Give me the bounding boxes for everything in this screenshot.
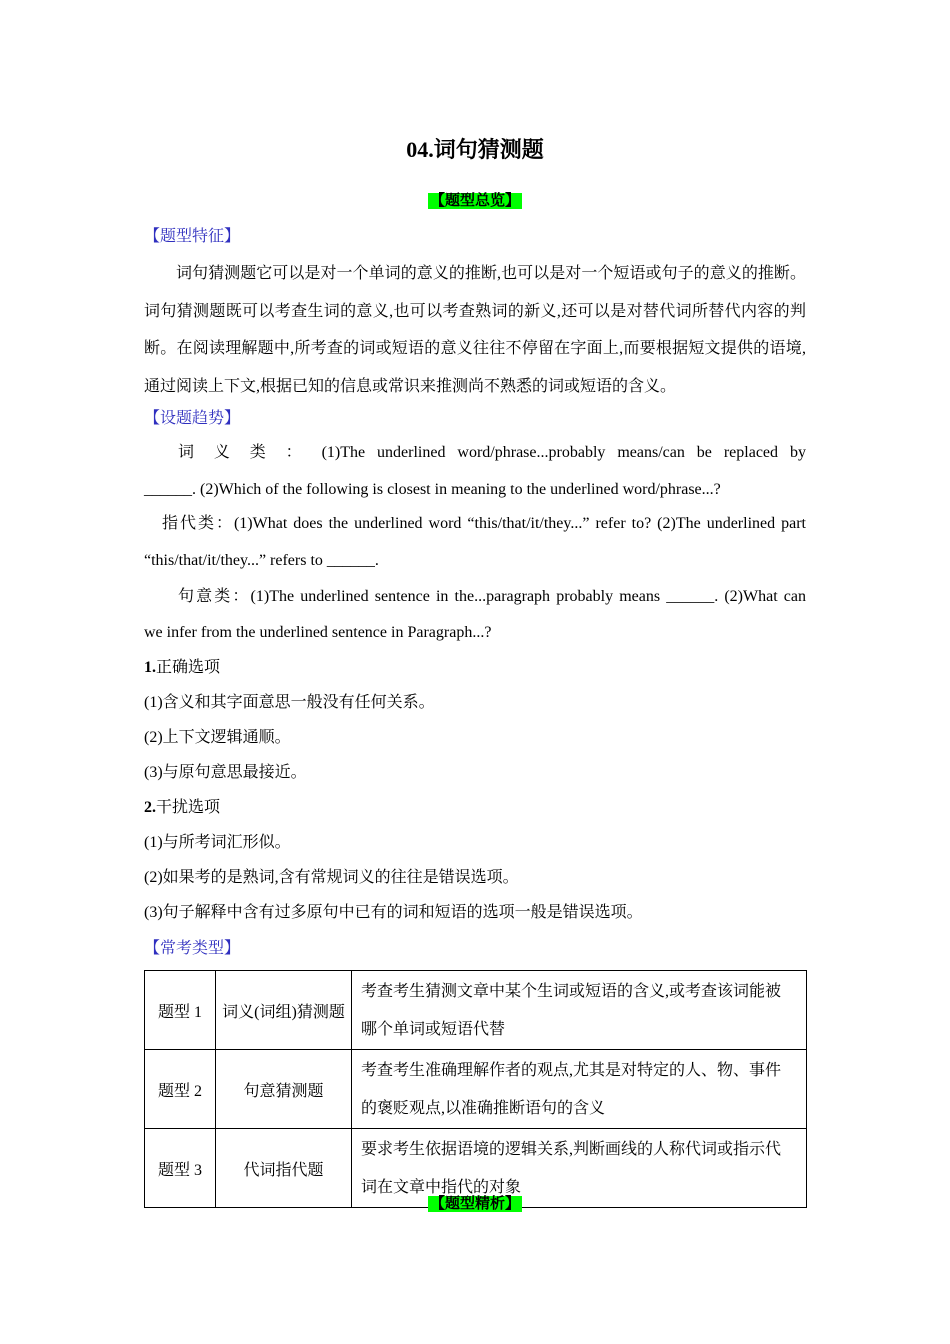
features-paragraph: 词句猜测题它可以是对一个单词的意义的推断,也可以是对一个短语或句子的意义的推断。词句猜测题既可以考查生词的意义,也可以考查熟词的新义,还可以是对替代词所替代内容的判断。在阅读理解题中,所考查的词或短语的意义往往不停留在字面上,而要根据短文提供的语境,通过阅读上下文,根据已知的信息或常识来推测尚不熟悉的词或短语的含义。 [144, 265, 806, 395]
analysis-label-wrap [0, 1194, 950, 1214]
analysis-label: 【题型精析】 [429, 1196, 520, 1212]
question-types-table [144, 970, 807, 1208]
overview-label: 【题型总览】 [429, 193, 520, 209]
correct-options-title: 正确选项 [156, 659, 221, 676]
distractor-option-item: (2)如果考的是熟词,含有常规词义的往往是错误选项。 [144, 869, 519, 886]
distractor-options-title: 干扰选项 [156, 799, 221, 816]
sentence-meaning-line-2: we infer from the underlined sentence in Paragraph...? [144, 624, 492, 641]
type-name-cell: 句意猜测题 [216, 1050, 352, 1129]
features-heading: 【题型特征】 [144, 228, 241, 245]
reference-line-2: “this/that/it/they...” refers to ______. [144, 552, 379, 569]
table-row [145, 971, 807, 1050]
sentence-meaning-line-1: 句意类：(1)The underlined sentence in the...paragraph probably means ______. (2)What can [178, 588, 806, 605]
correct-option-item: (1)含义和其字面意思一般没有任何关系。 [144, 694, 435, 711]
distractor-options-number: 2. [144, 799, 156, 816]
type-name-cell: 词义(词组)猜测题 [216, 971, 352, 1050]
table-row [145, 1050, 807, 1129]
type-description-cell: 考查考生准确理解作者的观点,尤其是对特定的人、物、事件的褒贬观点,以准确推断语句的含义 [352, 1050, 807, 1129]
word-meaning-line-1: 词 义 类 ： (1)The underlined word/phrase...probably means/can be replaced by [178, 444, 806, 461]
correct-options-number: 1. [144, 659, 156, 676]
type-description-cell: 考查考生猜测文章中某个生词或短语的含义,或考查该词能被哪个单词或短语代替 [352, 971, 807, 1050]
type-name-cell: 代词指代题 [216, 1129, 352, 1208]
distractor-options-heading [144, 797, 220, 819]
type-description-cell: 要求考生依据语境的逻辑关系,判断画线的人称代词或指示代词在文章中指代的对象 [352, 1129, 807, 1208]
trends-heading: 【设题趋势】 [144, 410, 241, 427]
correct-option-item: (2)上下文逻辑通顺。 [144, 729, 291, 746]
overview-label-wrap [0, 191, 950, 211]
types-heading: 【常考类型】 [144, 940, 241, 957]
correct-option-item: (3)与原句意思最接近。 [144, 764, 307, 781]
type-number-cell: 题型 2 [145, 1050, 216, 1129]
type-number-cell: 题型 3 [145, 1129, 216, 1208]
type-number-cell: 题型 1 [145, 971, 216, 1050]
page-title: 04.词句猜测题 [406, 137, 544, 162]
distractor-option-item: (1)与所考词汇形似。 [144, 834, 291, 851]
reference-line-1: 指代类：(1)What does the underlined word “this/that/it/they...” refer to? (2)The underlined part [162, 515, 806, 532]
correct-options-heading [144, 657, 220, 679]
word-meaning-line-2: ______. (2)Which of the following is closest in meaning to the underlined word/phrase...? [144, 481, 721, 498]
distractor-option-item: (3)句子解释中含有过多原句中已有的词和短语的选项一般是错误选项。 [144, 904, 643, 921]
